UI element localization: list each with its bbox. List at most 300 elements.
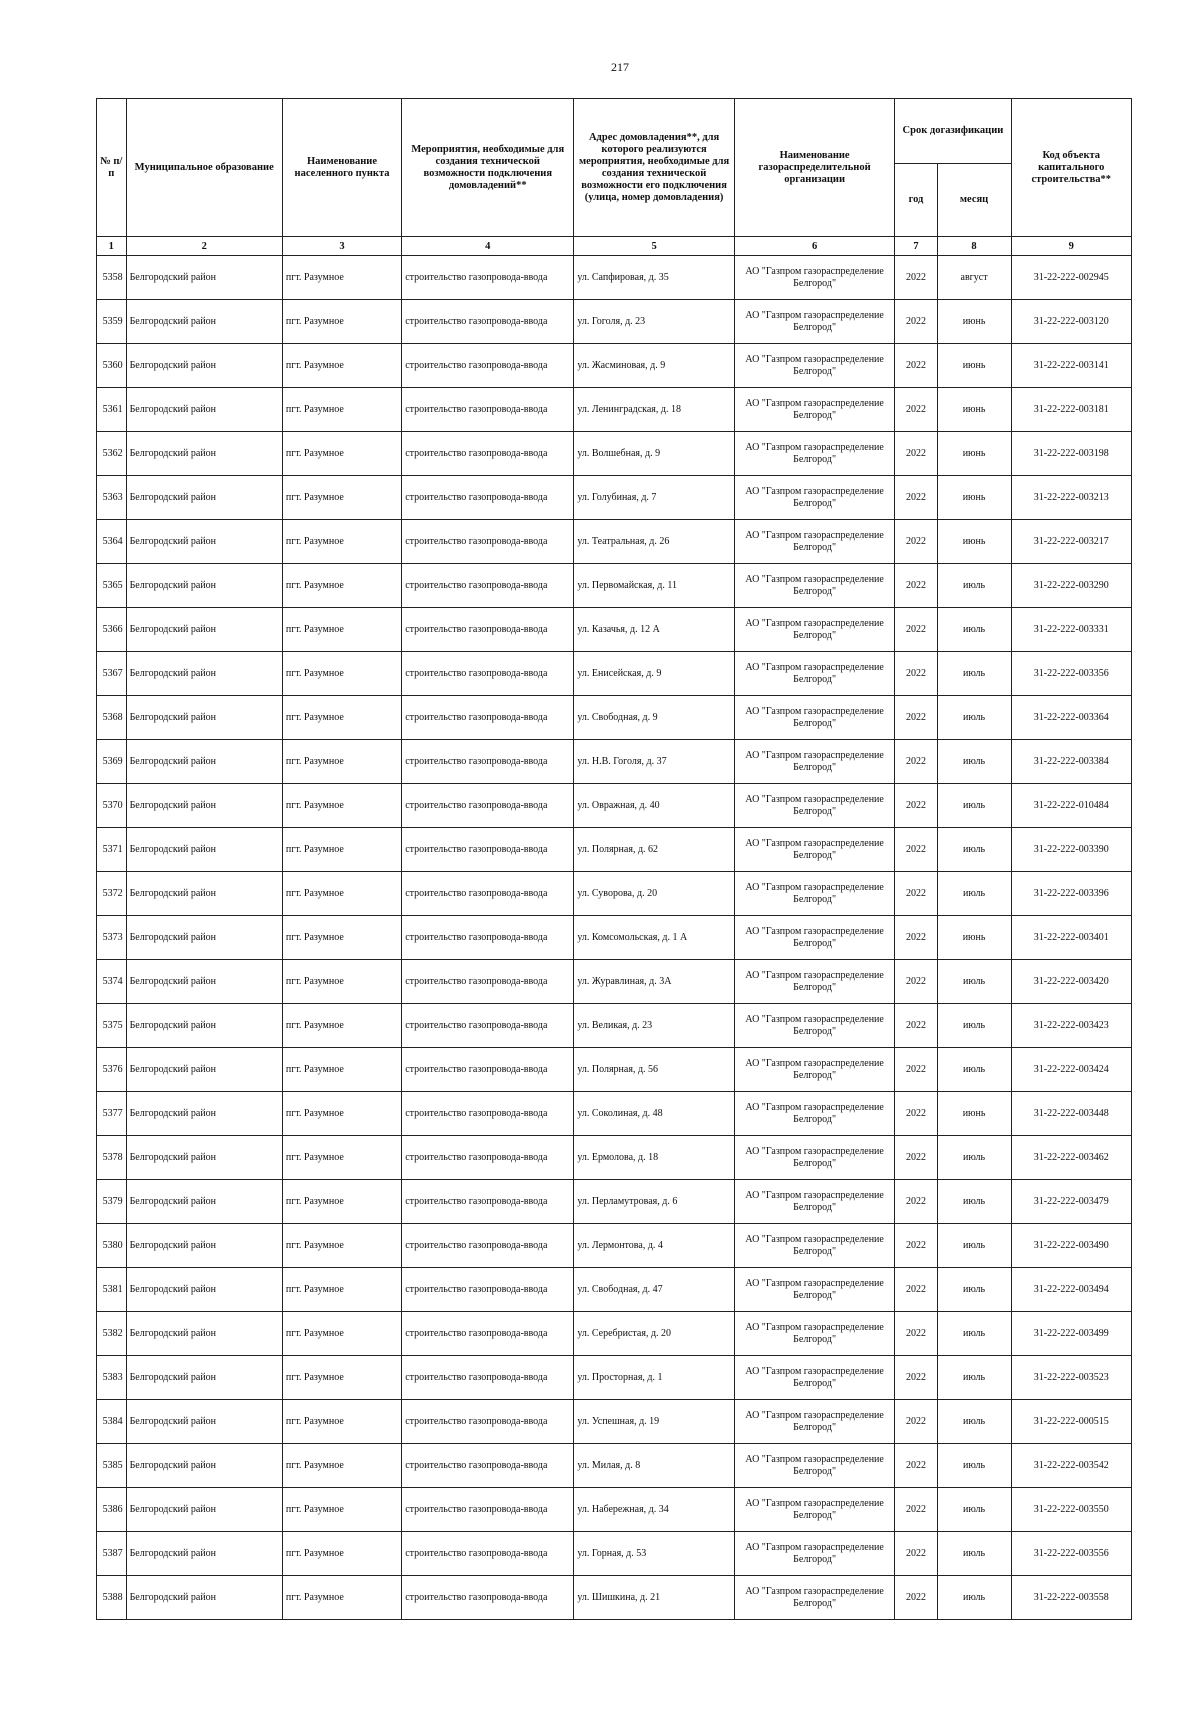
address-cell: ул. Жасминовая, д. 9: [574, 344, 735, 388]
measure-cell: строительство газопровода-ввода: [402, 476, 574, 520]
organization-cell: АО "Газпром газораспределение Белгород": [734, 476, 895, 520]
table-row: [97, 432, 1132, 476]
table-row: [97, 1136, 1132, 1180]
object-code-cell: 31-22-222-003181: [1011, 388, 1131, 432]
municipality-cell: Белгородский район: [126, 1356, 282, 1400]
address-cell: ул. Журавлиная, д. 3А: [574, 960, 735, 1004]
table-row: [97, 1444, 1132, 1488]
header-measures: Мероприятия, необходимые для создания технической возможности подключения домовладений**: [402, 99, 574, 237]
header-settlement: Наименование населенного пункта: [282, 99, 401, 237]
page-number: 217: [611, 60, 629, 74]
measure-cell: строительство газопровода-ввода: [402, 256, 574, 300]
row-number: 5376: [97, 1048, 127, 1092]
settlement-cell: пгт. Разумное: [282, 740, 401, 784]
month-cell: июль: [937, 1224, 1011, 1268]
month-cell: июль: [937, 1004, 1011, 1048]
column-number: 4: [402, 237, 574, 256]
row-number: 5375: [97, 1004, 127, 1048]
settlement-cell: пгт. Разумное: [282, 432, 401, 476]
organization-cell: АО "Газпром газораспределение Белгород": [734, 608, 895, 652]
object-code-cell: 31-22-222-003217: [1011, 520, 1131, 564]
row-number: 5373: [97, 916, 127, 960]
measure-cell: строительство газопровода-ввода: [402, 696, 574, 740]
month-cell: июль: [937, 1488, 1011, 1532]
municipality-cell: Белгородский район: [126, 564, 282, 608]
table-body: [97, 256, 1132, 1620]
table-row: [97, 1532, 1132, 1576]
measure-cell: строительство газопровода-ввода: [402, 520, 574, 564]
object-code-cell: 31-22-222-003290: [1011, 564, 1131, 608]
settlement-cell: пгт. Разумное: [282, 608, 401, 652]
address-cell: ул. Великая, д. 23: [574, 1004, 735, 1048]
settlement-cell: пгт. Разумное: [282, 1488, 401, 1532]
measure-cell: строительство газопровода-ввода: [402, 388, 574, 432]
header-year: год: [895, 164, 937, 237]
year-cell: 2022: [895, 1268, 937, 1312]
municipality-cell: Белгородский район: [126, 652, 282, 696]
object-code-cell: 31-22-222-010484: [1011, 784, 1131, 828]
table-row: [97, 1400, 1132, 1444]
column-number: 5: [574, 237, 735, 256]
measure-cell: строительство газопровода-ввода: [402, 828, 574, 872]
row-number: 5382: [97, 1312, 127, 1356]
municipality-cell: Белгородский район: [126, 432, 282, 476]
object-code-cell: 31-22-222-003396: [1011, 872, 1131, 916]
year-cell: 2022: [895, 1312, 937, 1356]
table-row: [97, 1224, 1132, 1268]
organization-cell: АО "Газпром газораспределение Белгород": [734, 1576, 895, 1620]
month-cell: июнь: [937, 916, 1011, 960]
year-cell: 2022: [895, 1576, 937, 1620]
organization-cell: АО "Газпром газораспределение Белгород": [734, 740, 895, 784]
measure-cell: строительство газопровода-ввода: [402, 1312, 574, 1356]
month-cell: июнь: [937, 344, 1011, 388]
row-number: 5388: [97, 1576, 127, 1620]
object-code-cell: 31-22-222-003542: [1011, 1444, 1131, 1488]
column-number: 8: [937, 237, 1011, 256]
month-cell: июнь: [937, 520, 1011, 564]
table-row: [97, 1048, 1132, 1092]
municipality-cell: Белгородский район: [126, 960, 282, 1004]
month-cell: июнь: [937, 1092, 1011, 1136]
row-number: 5378: [97, 1136, 127, 1180]
month-cell: июль: [937, 828, 1011, 872]
measure-cell: строительство газопровода-ввода: [402, 608, 574, 652]
address-cell: ул. Полярная, д. 62: [574, 828, 735, 872]
column-number: 2: [126, 237, 282, 256]
row-number: 5385: [97, 1444, 127, 1488]
header-month: месяц: [937, 164, 1011, 237]
month-cell: июнь: [937, 432, 1011, 476]
year-cell: 2022: [895, 784, 937, 828]
settlement-cell: пгт. Разумное: [282, 1444, 401, 1488]
month-cell: июль: [937, 564, 1011, 608]
address-cell: ул. Набережная, д. 34: [574, 1488, 735, 1532]
table-row: [97, 1004, 1132, 1048]
object-code-cell: 31-22-222-003423: [1011, 1004, 1131, 1048]
month-cell: июль: [937, 608, 1011, 652]
table-row: [97, 520, 1132, 564]
organization-cell: АО "Газпром газораспределение Белгород": [734, 652, 895, 696]
month-cell: июль: [937, 1400, 1011, 1444]
measure-cell: строительство газопровода-ввода: [402, 1136, 574, 1180]
table-row: [97, 1092, 1132, 1136]
municipality-cell: Белгородский район: [126, 1576, 282, 1620]
header-organization: Наименование газораспределительной организации: [734, 99, 895, 237]
object-code-cell: 31-22-222-003523: [1011, 1356, 1131, 1400]
row-number: 5359: [97, 300, 127, 344]
organization-cell: АО "Газпром газораспределение Белгород": [734, 388, 895, 432]
organization-cell: АО "Газпром газораспределение Белгород": [734, 564, 895, 608]
table-row: [97, 872, 1132, 916]
measure-cell: строительство газопровода-ввода: [402, 1092, 574, 1136]
row-number: 5383: [97, 1356, 127, 1400]
address-cell: ул. Н.В. Гоголя, д. 37: [574, 740, 735, 784]
measure-cell: строительство газопровода-ввода: [402, 652, 574, 696]
organization-cell: АО "Газпром газораспределение Белгород": [734, 1356, 895, 1400]
table-row: [97, 1180, 1132, 1224]
address-cell: ул. Полярная, д. 56: [574, 1048, 735, 1092]
municipality-cell: Белгородский район: [126, 696, 282, 740]
object-code-cell: 31-22-222-003401: [1011, 916, 1131, 960]
organization-cell: АО "Газпром газораспределение Белгород": [734, 256, 895, 300]
measure-cell: строительство газопровода-ввода: [402, 1400, 574, 1444]
address-cell: ул. Суворова, д. 20: [574, 872, 735, 916]
measure-cell: строительство газопровода-ввода: [402, 1224, 574, 1268]
address-cell: ул. Серебристая, д. 20: [574, 1312, 735, 1356]
year-cell: 2022: [895, 564, 937, 608]
settlement-cell: пгт. Разумное: [282, 520, 401, 564]
measure-cell: строительство газопровода-ввода: [402, 784, 574, 828]
column-number: 3: [282, 237, 401, 256]
year-cell: 2022: [895, 1004, 937, 1048]
settlement-cell: пгт. Разумное: [282, 1576, 401, 1620]
address-cell: ул. Голубиная, д. 7: [574, 476, 735, 520]
object-code-cell: 31-22-222-000515: [1011, 1400, 1131, 1444]
organization-cell: АО "Газпром газораспределение Белгород": [734, 1312, 895, 1356]
year-cell: 2022: [895, 1532, 937, 1576]
row-number: 5384: [97, 1400, 127, 1444]
address-cell: ул. Сапфировая, д. 35: [574, 256, 735, 300]
municipality-cell: Белгородский район: [126, 1312, 282, 1356]
year-cell: 2022: [895, 1136, 937, 1180]
measure-cell: строительство газопровода-ввода: [402, 1180, 574, 1224]
year-cell: 2022: [895, 520, 937, 564]
object-code-cell: 31-22-222-003198: [1011, 432, 1131, 476]
month-cell: июль: [937, 1576, 1011, 1620]
object-code-cell: 31-22-222-003390: [1011, 828, 1131, 872]
settlement-cell: пгт. Разумное: [282, 1400, 401, 1444]
year-cell: 2022: [895, 960, 937, 1004]
table-row: [97, 916, 1132, 960]
address-cell: ул. Свободная, д. 47: [574, 1268, 735, 1312]
row-number: 5358: [97, 256, 127, 300]
table-row: [97, 1356, 1132, 1400]
header-address: Адрес домовладения**, для которого реализуются мероприятия, необходимые для создания технической возможности его подключения (улица, номер домовладения): [574, 99, 735, 237]
row-number: 5368: [97, 696, 127, 740]
measure-cell: строительство газопровода-ввода: [402, 872, 574, 916]
organization-cell: АО "Газпром газораспределение Белгород": [734, 784, 895, 828]
month-cell: июль: [937, 652, 1011, 696]
column-number: 9: [1011, 237, 1131, 256]
measure-cell: строительство газопровода-ввода: [402, 1356, 574, 1400]
settlement-cell: пгт. Разумное: [282, 696, 401, 740]
month-cell: июль: [937, 1312, 1011, 1356]
row-number: 5363: [97, 476, 127, 520]
address-cell: ул. Перламутровая, д. 6: [574, 1180, 735, 1224]
table-row: [97, 1312, 1132, 1356]
year-cell: 2022: [895, 652, 937, 696]
year-cell: 2022: [895, 344, 937, 388]
month-cell: июль: [937, 696, 1011, 740]
row-number: 5367: [97, 652, 127, 696]
row-number: 5365: [97, 564, 127, 608]
month-cell: июль: [937, 1532, 1011, 1576]
municipality-cell: Белгородский район: [126, 344, 282, 388]
organization-cell: АО "Газпром газораспределение Белгород": [734, 520, 895, 564]
month-cell: июль: [937, 1444, 1011, 1488]
measure-cell: строительство газопровода-ввода: [402, 1268, 574, 1312]
row-number: 5386: [97, 1488, 127, 1532]
address-cell: ул. Енисейская, д. 9: [574, 652, 735, 696]
settlement-cell: пгт. Разумное: [282, 1268, 401, 1312]
row-number: 5380: [97, 1224, 127, 1268]
table-row: [97, 564, 1132, 608]
address-cell: ул. Лермонтова, д. 4: [574, 1224, 735, 1268]
year-cell: 2022: [895, 256, 937, 300]
settlement-cell: пгт. Разумное: [282, 388, 401, 432]
table-row: [97, 256, 1132, 300]
settlement-cell: пгт. Разумное: [282, 828, 401, 872]
object-code-cell: 31-22-222-002945: [1011, 256, 1131, 300]
object-code-cell: 31-22-222-003120: [1011, 300, 1131, 344]
column-number: 7: [895, 237, 937, 256]
organization-cell: АО "Газпром газораспределение Белгород": [734, 1224, 895, 1268]
municipality-cell: Белгородский район: [126, 1400, 282, 1444]
measure-cell: строительство газопровода-ввода: [402, 1004, 574, 1048]
address-cell: ул. Просторная, д. 1: [574, 1356, 735, 1400]
measure-cell: строительство газопровода-ввода: [402, 300, 574, 344]
address-cell: ул. Овражная, д. 40: [574, 784, 735, 828]
year-cell: 2022: [895, 476, 937, 520]
organization-cell: АО "Газпром газораспределение Белгород": [734, 1444, 895, 1488]
month-cell: июль: [937, 1268, 1011, 1312]
row-number: 5372: [97, 872, 127, 916]
year-cell: 2022: [895, 1356, 937, 1400]
month-cell: август: [937, 256, 1011, 300]
year-cell: 2022: [895, 740, 937, 784]
measure-cell: строительство газопровода-ввода: [402, 1488, 574, 1532]
object-code-cell: 31-22-222-003550: [1011, 1488, 1131, 1532]
organization-cell: АО "Газпром газораспределение Белгород": [734, 1488, 895, 1532]
settlement-cell: пгт. Разумное: [282, 1092, 401, 1136]
table-row: [97, 1576, 1132, 1620]
object-code-cell: 31-22-222-003331: [1011, 608, 1131, 652]
measure-cell: строительство газопровода-ввода: [402, 1444, 574, 1488]
object-code-cell: 31-22-222-003420: [1011, 960, 1131, 1004]
municipality-cell: Белгородский район: [126, 300, 282, 344]
municipality-cell: Белгородский район: [126, 872, 282, 916]
organization-cell: АО "Газпром газораспределение Белгород": [734, 1532, 895, 1576]
year-cell: 2022: [895, 1048, 937, 1092]
month-cell: июнь: [937, 388, 1011, 432]
organization-cell: АО "Газпром газораспределение Белгород": [734, 696, 895, 740]
column-numbers-row: [97, 237, 1132, 256]
address-cell: ул. Горная, д. 53: [574, 1532, 735, 1576]
row-number: 5371: [97, 828, 127, 872]
column-number: 6: [734, 237, 895, 256]
settlement-cell: пгт. Разумное: [282, 1532, 401, 1576]
table-row: [97, 652, 1132, 696]
table-row: [97, 608, 1132, 652]
row-number: 5364: [97, 520, 127, 564]
row-number: 5366: [97, 608, 127, 652]
municipality-cell: Белгородский район: [126, 1268, 282, 1312]
settlement-cell: пгт. Разумное: [282, 916, 401, 960]
object-code-cell: 31-22-222-003462: [1011, 1136, 1131, 1180]
year-cell: 2022: [895, 1092, 937, 1136]
organization-cell: АО "Газпром газораспределение Белгород": [734, 872, 895, 916]
table-row: [97, 388, 1132, 432]
organization-cell: АО "Газпром газораспределение Белгород": [734, 1400, 895, 1444]
row-number: 5374: [97, 960, 127, 1004]
settlement-cell: пгт. Разумное: [282, 476, 401, 520]
object-code-cell: 31-22-222-003490: [1011, 1224, 1131, 1268]
table-row: [97, 740, 1132, 784]
organization-cell: АО "Газпром газораспределение Белгород": [734, 960, 895, 1004]
object-code-cell: 31-22-222-003356: [1011, 652, 1131, 696]
address-cell: ул. Шишкина, д. 21: [574, 1576, 735, 1620]
municipality-cell: Белгородский район: [126, 1092, 282, 1136]
address-cell: ул. Театральная, д. 26: [574, 520, 735, 564]
header-term: Срок догазификации: [895, 99, 1011, 164]
settlement-cell: пгт. Разумное: [282, 300, 401, 344]
municipality-cell: Белгородский район: [126, 916, 282, 960]
year-cell: 2022: [895, 1180, 937, 1224]
municipality-cell: Белгородский район: [126, 1136, 282, 1180]
municipality-cell: Белгородский район: [126, 1180, 282, 1224]
year-cell: 2022: [895, 388, 937, 432]
row-number: 5387: [97, 1532, 127, 1576]
address-cell: ул. Соколиная, д. 48: [574, 1092, 735, 1136]
measure-cell: строительство газопровода-ввода: [402, 1048, 574, 1092]
table-row: [97, 1488, 1132, 1532]
table-row: [97, 300, 1132, 344]
municipality-cell: Белгородский район: [126, 740, 282, 784]
organization-cell: АО "Газпром газораспределение Белгород": [734, 300, 895, 344]
address-cell: ул. Милая, д. 8: [574, 1444, 735, 1488]
year-cell: 2022: [895, 1488, 937, 1532]
municipality-cell: Белгородский район: [126, 608, 282, 652]
gasification-table: [96, 98, 1132, 1620]
organization-cell: АО "Газпром газораспределение Белгород": [734, 1136, 895, 1180]
settlement-cell: пгт. Разумное: [282, 872, 401, 916]
settlement-cell: пгт. Разумное: [282, 344, 401, 388]
month-cell: июль: [937, 740, 1011, 784]
header-code: Код объекта капитального строительства**: [1011, 99, 1131, 237]
month-cell: июль: [937, 1048, 1011, 1092]
object-code-cell: 31-22-222-003424: [1011, 1048, 1131, 1092]
object-code-cell: 31-22-222-003364: [1011, 696, 1131, 740]
organization-cell: АО "Газпром газораспределение Белгород": [734, 344, 895, 388]
municipality-cell: Белгородский район: [126, 1048, 282, 1092]
address-cell: ул. Первомайская, д. 11: [574, 564, 735, 608]
municipality-cell: Белгородский район: [126, 1004, 282, 1048]
object-code-cell: 31-22-222-003479: [1011, 1180, 1131, 1224]
municipality-cell: Белгородский район: [126, 388, 282, 432]
settlement-cell: пгт. Разумное: [282, 1180, 401, 1224]
organization-cell: АО "Газпром газораспределение Белгород": [734, 1268, 895, 1312]
organization-cell: АО "Газпром газораспределение Белгород": [734, 916, 895, 960]
table-row: [97, 476, 1132, 520]
address-cell: ул. Казачья, д. 12 А: [574, 608, 735, 652]
address-cell: ул. Комсомольская, д. 1 А: [574, 916, 735, 960]
table-row: [97, 960, 1132, 1004]
month-cell: июль: [937, 784, 1011, 828]
settlement-cell: пгт. Разумное: [282, 960, 401, 1004]
measure-cell: строительство газопровода-ввода: [402, 344, 574, 388]
settlement-cell: пгт. Разумное: [282, 1224, 401, 1268]
measure-cell: строительство газопровода-ввода: [402, 1532, 574, 1576]
year-cell: 2022: [895, 828, 937, 872]
row-number: 5369: [97, 740, 127, 784]
object-code-cell: 31-22-222-003556: [1011, 1532, 1131, 1576]
municipality-cell: Белгородский район: [126, 1224, 282, 1268]
object-code-cell: 31-22-222-003384: [1011, 740, 1131, 784]
address-cell: ул. Свободная, д. 9: [574, 696, 735, 740]
year-cell: 2022: [895, 432, 937, 476]
municipality-cell: Белгородский район: [126, 476, 282, 520]
table-row: [97, 696, 1132, 740]
settlement-cell: пгт. Разумное: [282, 652, 401, 696]
year-cell: 2022: [895, 1224, 937, 1268]
month-cell: июль: [937, 1356, 1011, 1400]
address-cell: ул. Волшебная, д. 9: [574, 432, 735, 476]
organization-cell: АО "Газпром газораспределение Белгород": [734, 828, 895, 872]
object-code-cell: 31-22-222-003141: [1011, 344, 1131, 388]
object-code-cell: 31-22-222-003494: [1011, 1268, 1131, 1312]
municipality-cell: Белгородский район: [126, 1444, 282, 1488]
settlement-cell: пгт. Разумное: [282, 564, 401, 608]
object-code-cell: 31-22-222-003213: [1011, 476, 1131, 520]
address-cell: ул. Гоголя, д. 23: [574, 300, 735, 344]
row-number: 5381: [97, 1268, 127, 1312]
table-header: [97, 99, 1132, 256]
organization-cell: АО "Газпром газораспределение Белгород": [734, 1004, 895, 1048]
object-code-cell: 31-22-222-003558: [1011, 1576, 1131, 1620]
table-row: [97, 344, 1132, 388]
address-cell: ул. Ермолова, д. 18: [574, 1136, 735, 1180]
month-cell: июль: [937, 1180, 1011, 1224]
municipality-cell: Белгородский район: [126, 1488, 282, 1532]
year-cell: 2022: [895, 300, 937, 344]
measure-cell: строительство газопровода-ввода: [402, 960, 574, 1004]
settlement-cell: пгт. Разумное: [282, 1312, 401, 1356]
settlement-cell: пгт. Разумное: [282, 1136, 401, 1180]
year-cell: 2022: [895, 696, 937, 740]
year-cell: 2022: [895, 1400, 937, 1444]
row-number: 5360: [97, 344, 127, 388]
organization-cell: АО "Газпром газораспределение Белгород": [734, 1180, 895, 1224]
header-no: № п/п: [97, 99, 127, 237]
month-cell: июнь: [937, 476, 1011, 520]
address-cell: ул. Успешная, д. 19: [574, 1400, 735, 1444]
month-cell: июнь: [937, 300, 1011, 344]
table-row: [97, 828, 1132, 872]
organization-cell: АО "Газпром газораспределение Белгород": [734, 1048, 895, 1092]
municipality-cell: Белгородский район: [126, 1532, 282, 1576]
address-cell: ул. Ленинградская, д. 18: [574, 388, 735, 432]
